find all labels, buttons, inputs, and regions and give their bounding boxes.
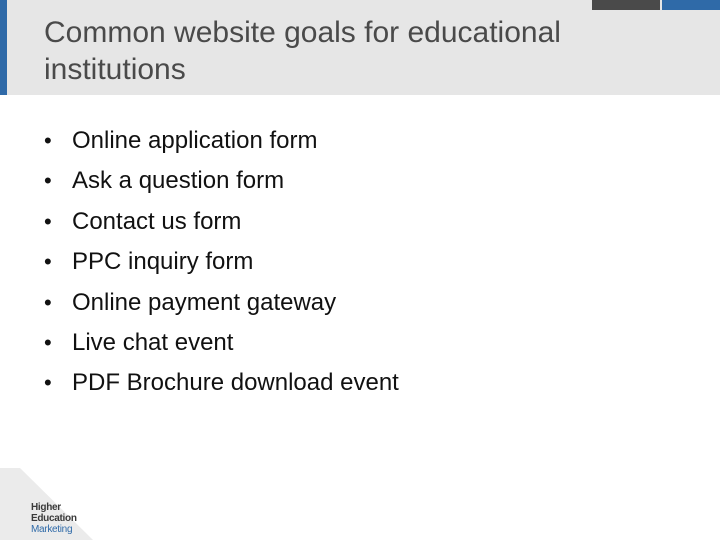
- bullet-dot-icon: •: [44, 249, 52, 275]
- bullet-dot-icon: •: [44, 208, 52, 234]
- bullet-text: Ask a question form: [72, 167, 285, 195]
- bullet-dot-icon: •: [44, 289, 52, 315]
- bullet-text: PPC inquiry form: [72, 248, 254, 276]
- bullet-text: PDF Brochure download event: [72, 369, 399, 397]
- bullet-text: Contact us form: [72, 207, 242, 235]
- bullet-text: Online application form: [72, 127, 318, 154]
- bullet-dot-icon: •: [44, 329, 52, 355]
- logo-line-marketing: Marketing: [31, 524, 73, 535]
- bullet-text: Online payment gateway: [72, 288, 337, 316]
- bullet-dot-icon: •: [44, 128, 52, 153]
- logo-line-higher: Higher: [31, 502, 61, 513]
- bullet-dot-icon: •: [44, 370, 52, 396]
- logo-line-education: Education: [31, 513, 77, 524]
- bullet-dot-icon: •: [44, 168, 52, 194]
- slide-title: Common website goals for educational institutions: [44, 16, 561, 86]
- bullet-text: Live chat event: [72, 328, 234, 356]
- brand-logo: [31, 502, 77, 535]
